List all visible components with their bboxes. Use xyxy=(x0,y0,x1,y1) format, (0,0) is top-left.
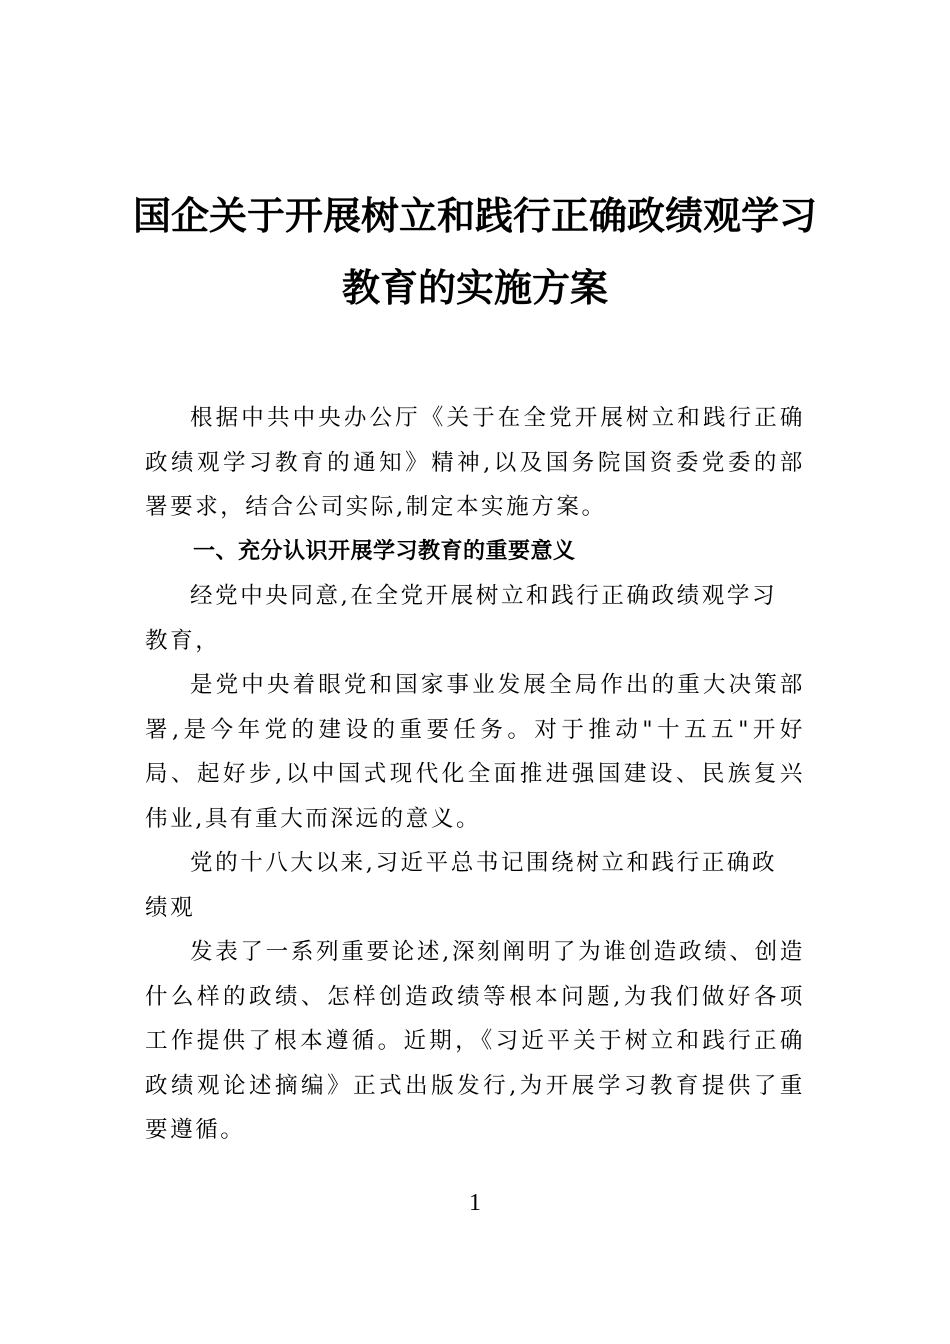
body-paragraph-continuation: 教育， xyxy=(145,627,221,654)
document-title-line-1: 国企关于开展树立和践行正确政绩观学习 xyxy=(132,193,817,238)
intro-paragraph: 根据中共中央办公厅《关于在全党开展树立和践行正确政绩观学习教育的通知》精神,以及国务院国资委党委的部署要求，结合公司实际,制定本实施方案。 xyxy=(145,405,805,520)
section-heading-1: 一、充分认识开展学习教育的重要意义 xyxy=(193,538,576,564)
body-paragraph: 党的十八大以来,习近平总书记围绕树立和践行正确政 xyxy=(190,850,778,876)
body-paragraph: 经党中央同意,在全党开展树立和践行正确政绩观学习 xyxy=(190,583,778,609)
page-number: 1 xyxy=(469,1190,481,1216)
body-paragraph-continuation: 绩观 xyxy=(145,894,196,921)
body-paragraph: 是党中央着眼党和国家事业发展全局作出的重大决策部署,是今年党的建设的重要任务。对于推动"十五五"开好局、起好步,以中国式现代化全面推进强国建设、民族复兴伟业,具有重大而深远的意义。 xyxy=(145,672,805,832)
body-paragraph: 发表了一系列重要论述,深刻阐明了为谁创造政绩、创造什么样的政绩、怎样创造政绩等根本问题,为我们做好各项工作提供了根本遵循。近期，《习近平关于树立和践行正确政绩观论述摘编》正式出版发行,为开展学习教育提供了重要遵循。 xyxy=(145,939,805,1143)
document-body xyxy=(145,396,805,1153)
document-title-line-2: 教育的实施方案 xyxy=(341,265,608,310)
